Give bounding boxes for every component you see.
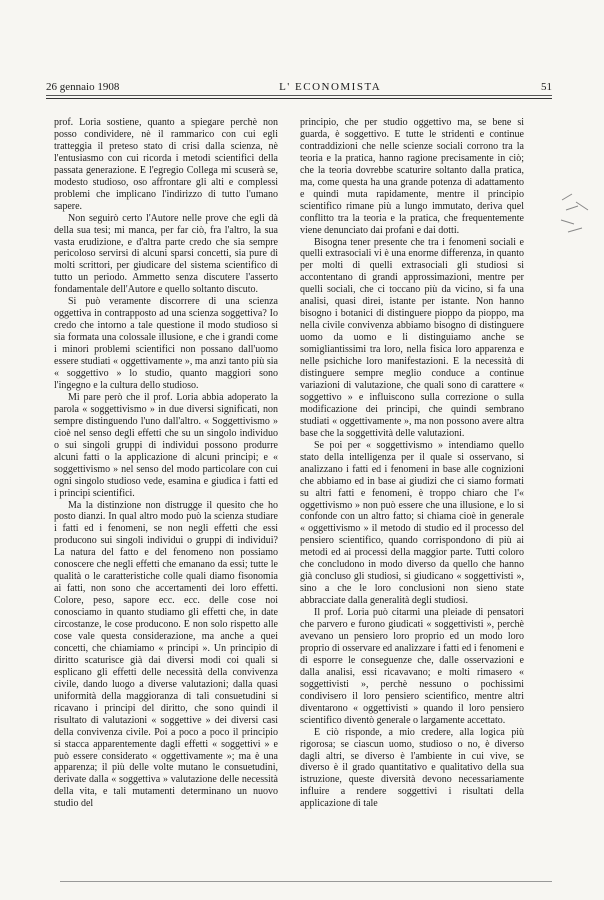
- paragraph: Si può veramente discorrere di una scienza oggettiva in contrapposto ad una scienza soggettiva? Io credo che intorno a tale questione il modo studioso si sia formata una colossale illusione, e che i grandi come i minori problemi scientifici non possano dall'uomo essere studiati « oggettivamente », ma anzi tanto più sia « soggettivo » lo studio, quanto maggiori sono l'ingegno e la cultura dello studioso.: [54, 296, 278, 391]
- footer-rule: [60, 881, 552, 882]
- paragraph: E ciò risponde, a mio credere, alla logica più rigorosa; se ciascun uomo, studioso o no, è diverso dagli altri, se diverso è l'ambiente in cui vive, se diverso è il grado quantitativo e qualitativo della sua istruzione, queste diversità devono necessariamente influire a rendere soggettivi i risultati della applicazione di tale: [300, 726, 524, 810]
- paragraph: principio, che per studio oggettivo ma, se bene si guarda, è soggettivo. E tutte le stridenti e continue contraddizioni che nelle scienze sociali corrono tra la teoria e la pratica, hanno ragione precisamente in ciò; che la teoria dovrebbe scaturire soltanto dalla pratica, ma, come questa ha una grande potenza di adattamento e quindi muta rapidamente, mentre il principio scientifico rimane più a lungo immutato, deriva quel conflitto tra la teoria e la pratica, che frequentemente viene denunciato dai profani e dai dotti.: [300, 117, 524, 236]
- paragraph: Mi pare però che il prof. Loria abbia adoperato la parola « soggettivismo » in due diversi significati, non sempre distinguendo l'uno dall'altro. « Soggettivismo » cioè nel senso degli effetti che su un singolo individuo o sui singoli gruppi di individui possono produrre alcuni fatti o la applicazione di alcuni principi; e « soggettivismo » nel senso del modo particolare con cui ogni singolo studioso vede, esamina e giudica i fatti ed i principi scientifici.: [54, 391, 278, 499]
- paragraph: Ma la distinzione non distrugge il quesito che ho posto dianzi. In qual altro modo può la scienza studiare i fatti ed i fenomeni, se non negli effetti che essi producono sui singoli individui o gruppi di individui? La natura del fatto e del fenomeno non possiamo conoscere che negli effetti che emanano da essi; tutte le qualità o le caratteristiche colle quali diamo fisonomia ai fatti, non sono che accertamenti dei loro effetti. Colore, peso, sapore ecc. ecc. delle cose noi conosciamo in quanto studiamo gli effetti che, in date circostanze, le cose producono. E non solo rispetto alle cose vale questa considerazione, ma anche a quei concetti, che chiamiamo « principi ». Un principio di diritto scaturisce già dai diversi modi coi quali si esplicano gli effetti delle necessità della convivenza civile, dando luogo a diverse valutazioni; dalla quasi uniformità della maggioranza di tali consuetudini si ricavano i principi del diritto, che sono quindi il risultato di valutazioni « soggettive » dei diversi casi della convivenza civile. Poi a poco a poco il principio si stacca apparentemente dagli effetti « soggettivi » e può essere considerato « oggettivamente »; ma è una apparenza; il più delle volte mutano le consuetudini, derivate dalla « soggettiva » valutazione delle necessità della vita, e tali mutamenti determinano un nuovo studio del: [54, 499, 278, 810]
- paragraph: Bisogna tener presente che tra i fenomeni sociali e quelli extrasociali vi è una enorme differenza, in quanto per molti di quelli extrasociali gli studiosi si accontentano di grandi approssimazioni, mentre per quelli sociali, che ci toccano più da vicino, si fa una analisi, quasi direi, istante per istante. Non hanno bisogno i botanici di distinguere pioppo da pioppo, ma nella civile convivenza abbiamo bisogno di distinguere uomo da uomo e li distinguiamo anche se somigliantissimi tra loro, nella fisica loro apparenza e nelle psichiche loro manifestazioni. E la necessità di distinguere sempre meglio conduce a continue variazioni di valutazione, che quali sono di carattere « soggettivo » e influiscono sulla correzione o sulla modificazione dei principi, che quindi sembrano studiati « oggettivamente », ma non possono avere altra base che la soggettività delle valutazioni.: [300, 236, 524, 439]
- left-column: [54, 117, 278, 810]
- header-rule: [46, 98, 552, 99]
- publication-title: L' ECONOMISTA: [279, 81, 382, 93]
- page-edge-ink-mark: [558, 180, 598, 250]
- paragraph: Se poi per « soggettivismo » intendiamo quello stato della intelligenza per il quale si osservano, si analizzano i fatti ed i fenomeni in base alle cognizioni che abbiamo ed in base ai giudizi che ci siamo formati su altri fatti e fenomeni, è troppo chiaro che l'« oggettivismo » non può essere che una illusione, e lo si confonde con un altro fatto; si chiama cioè in generale « oggettivismo » il metodo di studio ed il processo del pensiero scientifico, quando corrispondono di più ai metodi ed ai processi della maggior parte. Tutti coloro che concludono in modo diverso da quello che hanno già concluso gli studiosi, si giudicano « soggettivisti », sino a che le loro conclusioni non sieno state abbracciate dalla generalità degli studiosi.: [300, 439, 524, 607]
- paragraph: Il prof. Loria può citarmi una pleiade di pensatori che parvero e furono giudicati « soggettivisti », perchè avevano un pensiero loro proprio ed un modo loro proprio di osservare ed analizzare i fatti ed i fenomeni e di esporre le conseguenze che, dalle osservazioni e dalla analisi, essi ricavavano; e molti rimasero « soggettivisti », perchè nessuno o pochissimi condivisero il loro pensiero scientifico, mentre altri diventarono « oggettivisti » quando il loro pensiero scientifico diventò generale o largamente accettato.: [300, 607, 524, 726]
- paragraph: prof. Loria sostiene, quanto a spiegare perchè non posso condividere, nè il rammarico con cui egli tratteggia il preteso stato di crisi dalla scienza, nè l'entusiasmo con cui ricorda i metodi scientifici della passata generazione. E l'egregio Collega mi scuserà se, modesto studioso, oso affrontare gli alti e complessi problemi che implicano l'indirizzo di tutto l'umano sapere.: [54, 117, 278, 212]
- paragraph: Non seguirò certo l'Autore nelle prove che egli dà della sua tesi; mi manca, per far ciò, fra l'altro, la sua vasta erudizione, e d'altra parte credo che sia sempre pericoloso servirsi di alcuni sparsi concetti, sia pure di molti scrittori, per giudicare del sistema scientifico di tutto un periodo. Ammetto senza discutere l'asserto fondamentale dell'Autore e quello soltanto discuto.: [54, 212, 278, 296]
- page-number: 51: [540, 81, 552, 93]
- issue-date: 26 gennaio 1908: [46, 81, 120, 93]
- page-header: [46, 80, 552, 94]
- header-thin-rule: [46, 95, 552, 96]
- right-column: [300, 117, 524, 810]
